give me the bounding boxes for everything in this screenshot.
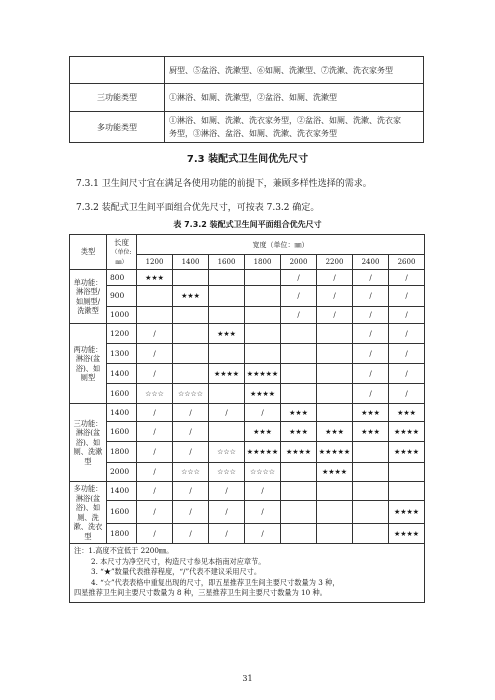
size-cell [281,463,317,482]
function-type-desc-line: ①淋浴、如厕、洗漱型，②盆浴、如厕、洗漱型 [169,93,337,102]
size-cell: / [389,270,425,286]
row-type-cell [70,404,107,482]
length-cell: 800 [107,270,137,286]
length-cell: 1000 [107,307,137,324]
function-type-desc [165,84,424,112]
size-cell: ★★★★★ [245,442,281,463]
row-type-line: 单功能： [73,277,103,287]
size-cell: / [137,344,173,364]
size-cell: ★★★ [281,422,317,442]
row-type-line: 淋浴型/ [76,287,100,296]
size-cell [173,344,209,364]
function-type-desc [165,112,424,143]
size-cell: / [353,286,389,307]
row-type-cell [70,324,107,404]
function-type-name: 三功能类型 [70,84,165,112]
size-cell: ★★★★ [317,463,353,482]
size-cell [245,307,281,324]
row-type-line: 厕、洗漱 [73,447,103,457]
table-row [70,307,425,324]
table-row [70,501,425,524]
table-row [70,404,425,422]
length-cell: 1600 [107,422,137,442]
header-length [107,235,137,270]
size-cell: / [137,524,173,544]
length-cell: 2000 [107,463,137,482]
size-cell: ★★★★★ [317,442,353,463]
size-cell: ★★★ [353,422,389,442]
size-cell: / [137,463,173,482]
width-header-2200: 2200 [317,255,353,270]
row-type-line: 厕、洗 [77,512,99,522]
size-cell: / [245,482,281,501]
table-note: 4. “☆”代表表格中重复出现的尺寸，即五星推荐卫生间主要尺寸数量为 3 种， [91,577,340,587]
size-cell: / [137,442,173,463]
size-cell: / [353,270,389,286]
notes-row [70,544,425,603]
size-cell: / [245,404,281,422]
size-cell: / [353,324,389,344]
function-type-desc-line: 厨型、⑤盆浴、洗漱型、⑥如厕、洗漱型、⑦洗漱、洗衣家务型 [169,65,393,75]
table-row [70,286,425,307]
size-cell: ★★★★★ [245,364,281,384]
size-cell: ★★★★ [389,422,425,442]
size-cell [317,501,353,524]
size-cell [281,482,317,501]
row-type-line: 多功能： [73,484,103,493]
section-title: 7.3 装配式卫生间优先尺寸 [186,154,309,165]
size-cell: / [173,482,209,501]
width-header-2000: 2000 [281,255,317,270]
size-cell: / [317,286,353,307]
row-type-line: 洗漱型 [77,306,99,315]
function-type-row [70,112,424,143]
clause-7-3-1: 7.3.1 卫生间尺寸宜在满足各使用功能的前提下，兼顾多样性选择的需求。 [76,179,372,189]
size-cell: / [137,404,173,422]
table-row [70,524,425,544]
size-cell: ☆☆☆☆ [173,384,209,404]
size-cell: / [389,344,425,364]
size-cell [173,270,209,286]
function-type-name [70,57,165,84]
size-cell: ★★★★ [389,501,425,524]
table-note: 3. “★”数量代表推荐程度，“/”代表不建议采用尺寸。 [91,567,262,576]
length-cell: 1200 [107,324,137,344]
table-note: 2. 本尺寸为净空尺寸，构造尺寸参见本指南对应章节。 [91,556,266,566]
width-header-1400: 1400 [173,255,209,270]
size-cell: / [353,364,389,384]
size-cell [137,286,173,307]
size-cell [353,524,389,544]
table-note: 四星推荐卫生间主要尺寸数量为 8 种，三星推荐卫生间主要尺寸数量为 10 种。 [74,588,327,597]
size-cell [209,270,245,286]
size-cell [317,524,353,544]
size-cell [317,364,353,384]
size-cell: / [245,501,281,524]
row-type-cell [70,482,107,544]
size-cell: / [137,482,173,501]
size-cell [317,482,353,501]
table-row [70,422,425,442]
size-cell [209,384,245,404]
header-length-unit: （单位: [111,248,132,256]
length-cell: 1400 [107,364,137,384]
size-cell [245,324,281,344]
table-caption: 表 7.3.2 装配式卫生间平面组合优先尺寸 [173,220,322,229]
size-cell: / [281,286,317,307]
length-cell: 1300 [107,344,137,364]
table-row [70,364,425,384]
size-cell: ★★★ [281,404,317,422]
size-cell [137,307,173,324]
size-cell [353,463,389,482]
table-row [70,384,425,404]
table-row [70,442,425,463]
size-cell [245,286,281,307]
length-cell: 900 [107,286,137,307]
size-cell: / [353,384,389,404]
page-number: 31 [242,674,253,683]
size-cell: ★★★★ [245,384,281,404]
function-types-table [69,56,424,143]
row-type-line: 三功能： [73,418,103,428]
width-header-1200: 1200 [137,255,173,270]
row-type-line: 型 [84,531,92,541]
row-type-line: 漱、洗衣 [73,522,103,531]
table-row [70,463,425,482]
size-cell [281,344,317,364]
size-cell: / [173,501,209,524]
function-type-desc [165,57,424,84]
size-cell: ☆☆☆ [173,463,209,482]
size-cell [173,324,209,344]
size-cell [389,463,425,482]
header-width: 宽度（单位：㎜） [137,235,425,255]
size-cell: / [353,307,389,324]
size-cell: / [317,307,353,324]
size-cell: ★★★ [173,286,209,307]
size-cell: / [281,307,317,324]
size-cell: / [137,364,173,384]
size-cell [317,404,353,422]
table-row [70,482,425,501]
size-cell [317,344,353,364]
size-cell [317,324,353,344]
row-type-line: 淋浴(盆 [75,354,101,363]
row-type-line: 型 [84,456,92,466]
length-cell: 1800 [107,524,137,544]
preferred-size-table [69,234,425,603]
size-cell [353,442,389,463]
size-cell [209,286,245,307]
length-cell: 1600 [107,384,137,404]
size-cell: / [389,384,425,404]
size-cell: / [209,482,245,501]
size-cell: / [389,307,425,324]
size-cell: / [245,524,281,544]
size-cell: ★★★ [209,324,245,344]
row-type-line: 如厕型/ [76,296,100,306]
header-length-unit-mm: ㎜） [115,258,128,266]
size-cell: / [209,501,245,524]
size-cell: / [353,344,389,364]
size-cell: ★★★ [137,270,173,286]
size-cell: / [137,324,173,344]
length-cell: 1800 [107,442,137,463]
width-header-1800: 1800 [245,255,281,270]
length-cell: 1400 [107,404,137,422]
size-cell: ★★★ [353,404,389,422]
table-note: 注：1.高度不宜低于 2200㎜。 [74,546,174,555]
size-cell: ★★★★ [389,442,425,463]
size-cell [281,524,317,544]
size-cell [173,364,209,384]
size-cell [353,482,389,501]
header-type: 类型 [70,235,107,270]
size-cell [281,384,317,404]
size-cell: / [173,422,209,442]
size-cell [245,270,281,286]
size-cell: ★★★ [245,422,281,442]
size-cell: / [173,524,209,544]
row-type-line: 两功能： [73,344,103,354]
size-cell: ★★★★ [281,442,317,463]
row-type-line: 浴)、如 [75,503,101,512]
width-header-1600: 1600 [209,255,245,270]
function-type-desc-line: ①淋浴、如厕、洗漱、洗衣家务型，②盆浴、如厕、洗漱、洗衣家 [169,116,401,125]
size-cell: ★★★★ [209,364,245,384]
table-notes [70,544,425,603]
length-cell: 1400 [107,482,137,501]
size-cell [281,501,317,524]
size-cell: ☆☆☆☆ [245,463,281,482]
size-cell: ☆☆☆ [137,384,173,404]
row-type-line: 浴)、如 [75,437,101,447]
width-header-2600: 2600 [389,255,425,270]
length-cell: 1600 [107,501,137,524]
size-cell: / [389,286,425,307]
table-row [70,270,425,286]
row-type-line: 淋浴(盆 [75,428,101,438]
function-type-name: 多功能类型 [70,112,165,143]
size-cell [353,501,389,524]
size-cell: ☆☆☆ [209,463,245,482]
size-cell: ☆☆☆ [209,442,245,463]
size-cell [317,384,353,404]
size-cell: / [173,442,209,463]
size-cell: / [173,404,209,422]
row-type-line: 淋浴(盆 [75,493,101,503]
table-row [70,344,425,364]
size-cell: / [137,422,173,442]
size-cell: ★★★ [389,404,425,422]
row-type-cell [70,270,107,324]
size-cell [281,324,317,344]
size-cell [209,422,245,442]
row-type-line: 浴)、如 [75,363,101,373]
size-cell: / [209,524,245,544]
size-cell: / [389,364,425,384]
size-cell [209,344,245,364]
size-cell: / [389,324,425,344]
size-cell: ★★★★ [389,524,425,544]
function-type-row [70,84,424,112]
size-cell: / [317,270,353,286]
size-cell: ★★★ [317,422,353,442]
size-cell: / [209,404,245,422]
clause-7-3-2: 7.3.2 装配式卫生间平面组合优先尺寸，可按表 7.3.2 确定。 [76,203,320,213]
size-cell [281,364,317,384]
size-cell [389,482,425,501]
row-type-line: 厕型 [80,373,96,382]
function-type-desc-line: 务型，③淋浴、盆浴、如厕、洗漱、洗衣家务型 [169,129,337,138]
header-length-label: 长度 [114,237,129,247]
function-type-row [70,57,424,84]
size-cell: / [281,270,317,286]
size-cell [173,307,209,324]
size-cell [245,344,281,364]
width-header-2400: 2400 [353,255,389,270]
size-cell: / [137,501,173,524]
size-cell [209,307,245,324]
table-row [70,324,425,344]
